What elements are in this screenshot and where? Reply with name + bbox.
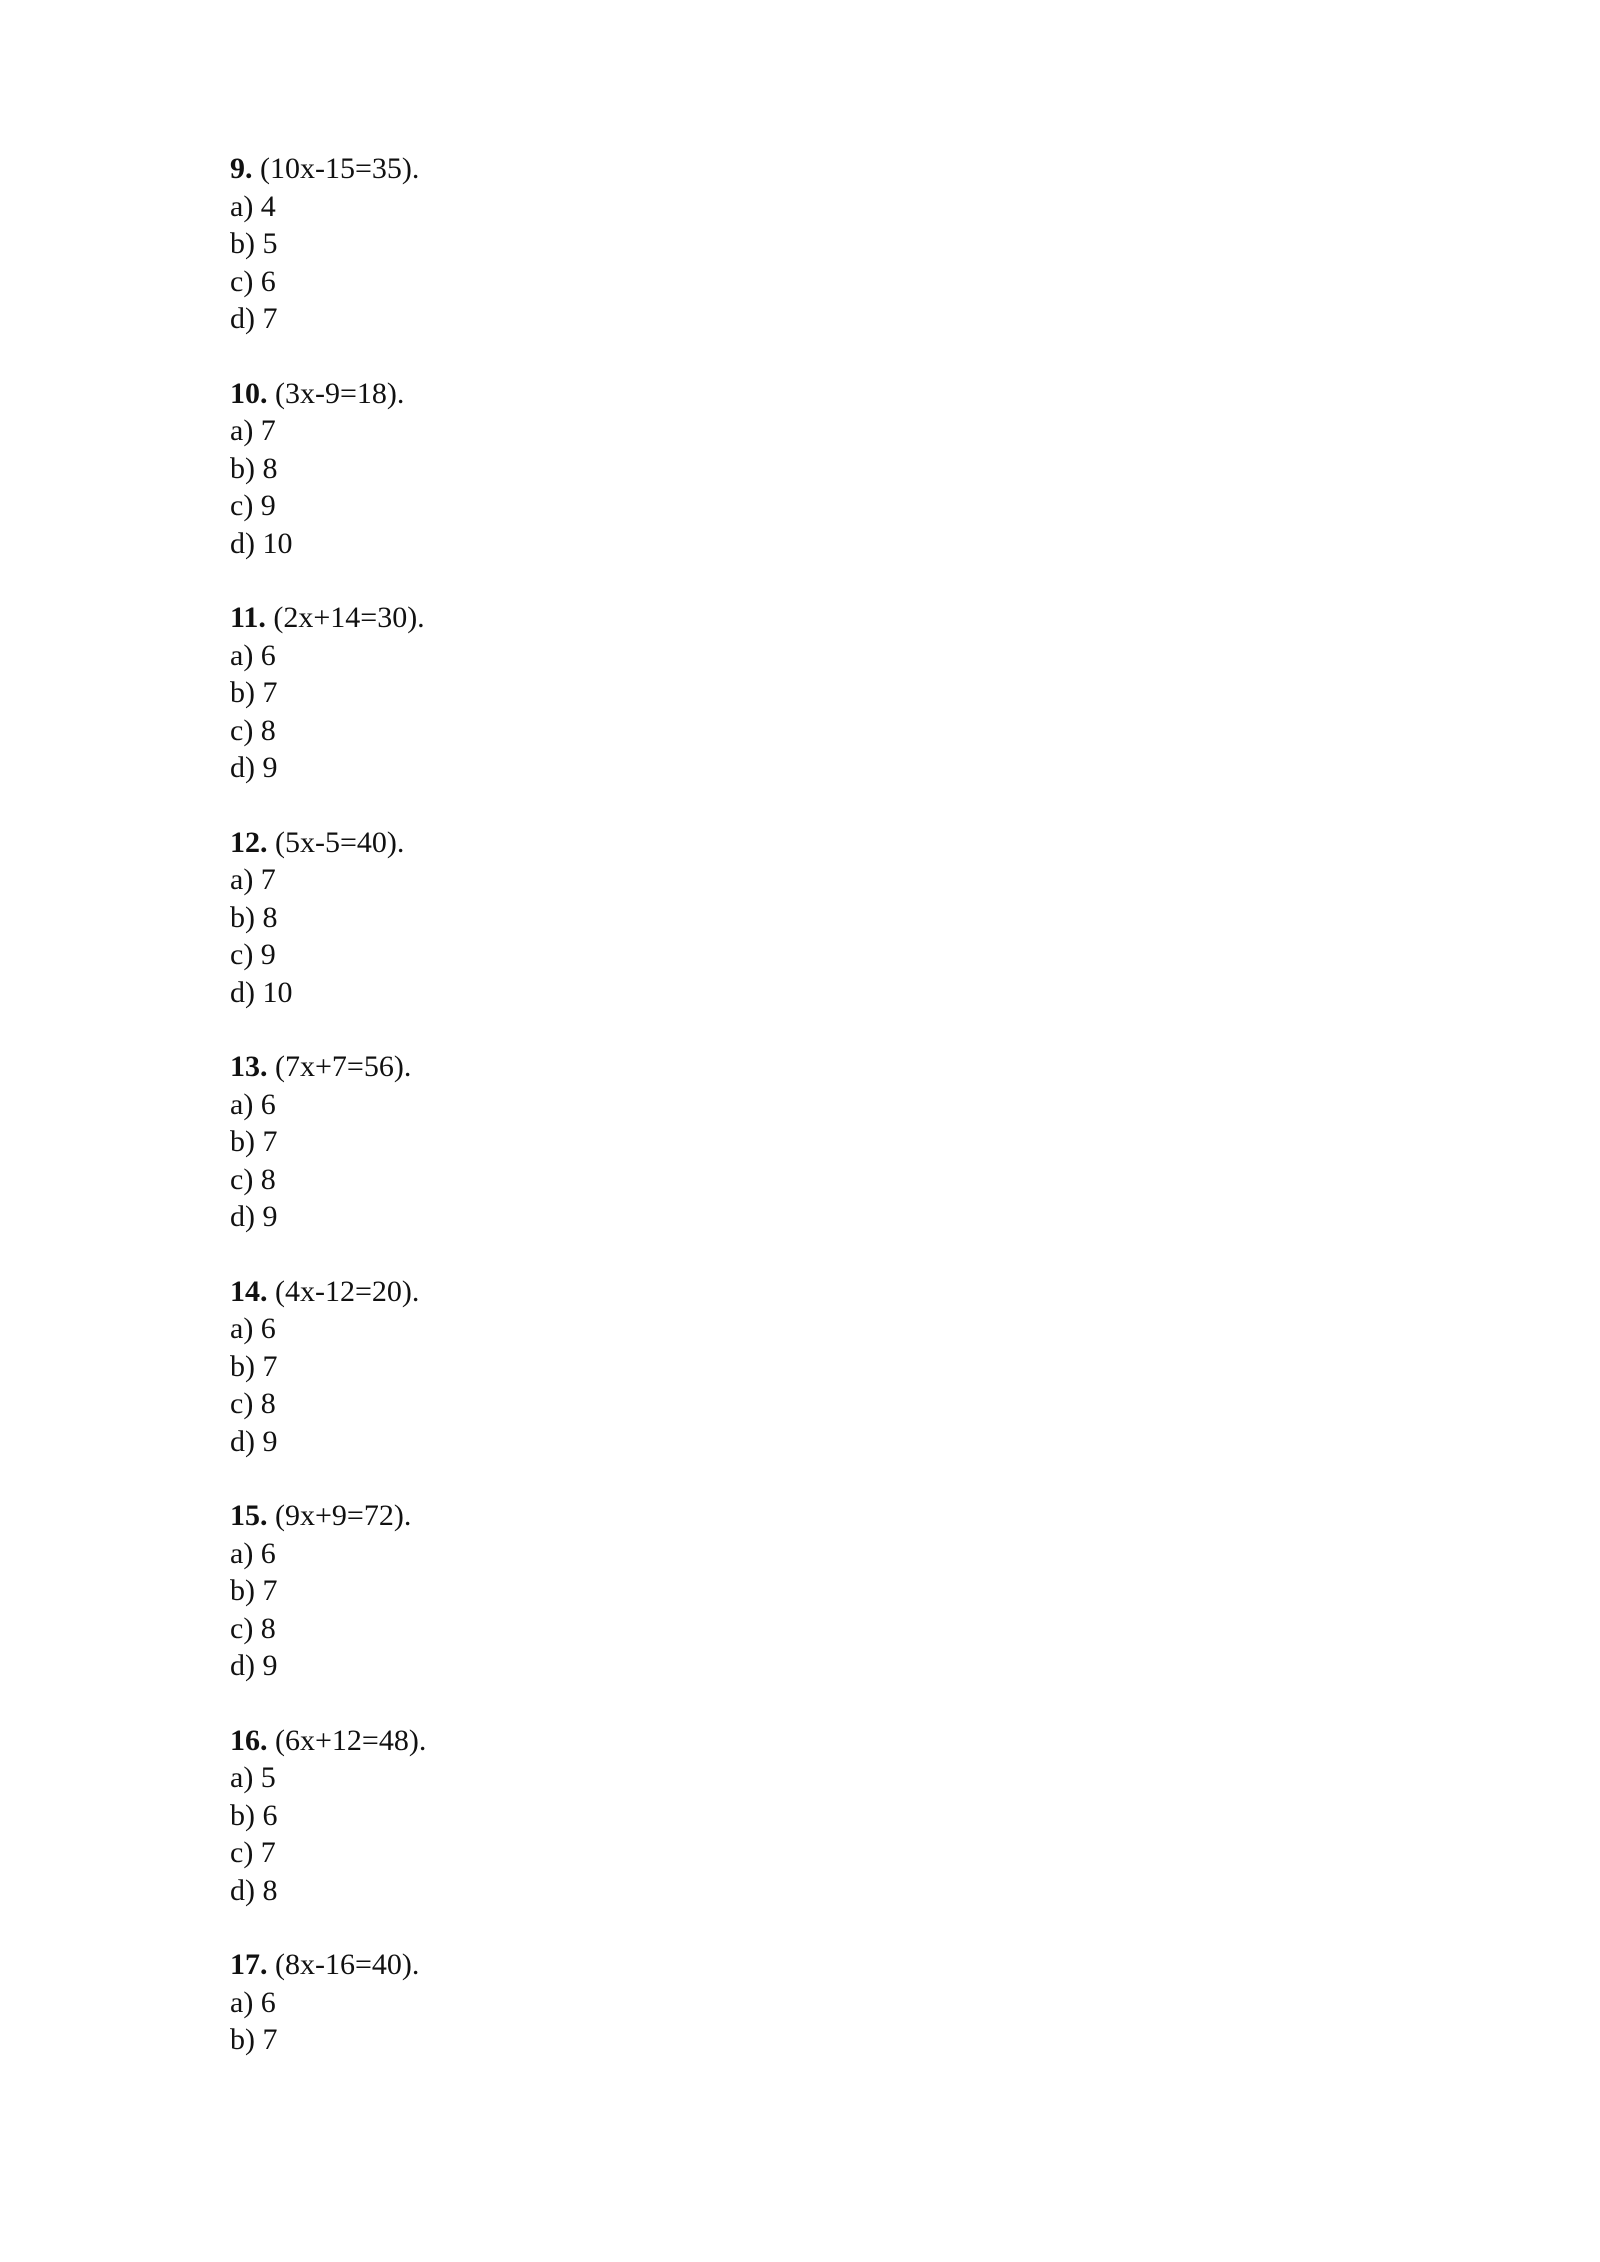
- answer-option-a: a) 6: [230, 1536, 276, 1570]
- answer-option-c: c) 8: [230, 1387, 276, 1420]
- question-14: [230, 1273, 1430, 1461]
- answer-option-d: d) 8: [230, 1873, 278, 1907]
- question-15: [230, 1497, 1430, 1685]
- question-stem: [230, 375, 1430, 413]
- question-number: 13.: [230, 1050, 268, 1083]
- answer-option-d: d) 9: [230, 1424, 278, 1458]
- question-number: 9.: [230, 152, 253, 185]
- answer-option-c: c) 8: [230, 713, 276, 747]
- question-number: 16.: [230, 1723, 268, 1757]
- question-equation: (4x-12=20).: [275, 1274, 420, 1308]
- question-stem: [230, 1946, 1430, 1984]
- question-stem: [230, 150, 1430, 188]
- question-equation: (6x+12=48).: [275, 1723, 427, 1757]
- answer-option-a: a) 7: [230, 414, 276, 447]
- question-equation: (10x-15=35).: [260, 152, 420, 185]
- answer-option-b: b) 8: [230, 451, 278, 485]
- answer-option-d: d) 7: [230, 302, 278, 335]
- question-number: 11.: [230, 601, 266, 634]
- answer-option-d: d) 10: [230, 526, 293, 560]
- answer-option-b: b) 7: [230, 1574, 278, 1607]
- document-page: [230, 150, 1430, 2096]
- answer-option-d: d) 9: [230, 1649, 278, 1682]
- answer-option-b: b) 6: [230, 1798, 278, 1832]
- answer-option-c: c) 8: [230, 1162, 276, 1196]
- answer-option-b: b) 7: [230, 676, 278, 709]
- question-equation: (5x-5=40).: [275, 825, 405, 859]
- answer-option-b: b) 8: [230, 900, 278, 934]
- answer-option-c: c) 9: [230, 938, 276, 971]
- answer-option-d: d) 9: [230, 751, 278, 784]
- answer-option-d: d) 9: [230, 1200, 278, 1233]
- answer-option-a: a) 4: [230, 189, 276, 223]
- question-stem: [230, 599, 1430, 637]
- answer-option-c: c) 8: [230, 1611, 276, 1645]
- question-9: [230, 150, 1430, 338]
- question-number: 17.: [230, 1948, 268, 1981]
- answer-option-c: c) 7: [230, 1836, 276, 1869]
- question-number: 14.: [230, 1274, 268, 1308]
- answer-option-c: c) 6: [230, 264, 276, 298]
- question-12: [230, 824, 1430, 1012]
- question-number: 15.: [230, 1499, 268, 1532]
- question-stem: [230, 1722, 1430, 1760]
- question-stem: [230, 1048, 1430, 1086]
- answer-option-a: a) 6: [230, 1312, 276, 1345]
- answer-option-b: b) 7: [230, 1125, 278, 1158]
- question-number: 10.: [230, 376, 268, 410]
- question-stem: [230, 1497, 1430, 1535]
- answer-option-a: a) 6: [230, 638, 276, 672]
- question-equation: (9x+9=72).: [275, 1499, 412, 1532]
- question-equation: (8x-16=40).: [275, 1948, 420, 1981]
- answer-option-d: d) 10: [230, 975, 293, 1009]
- answer-option-b: b) 7: [230, 2023, 278, 2056]
- question-stem: [230, 1273, 1430, 1311]
- question-16: [230, 1722, 1430, 1910]
- question-stem: [230, 824, 1430, 862]
- answer-option-b: b) 7: [230, 1349, 278, 1383]
- question-equation: (2x+14=30).: [273, 601, 425, 634]
- answer-option-b: b) 5: [230, 227, 278, 260]
- answer-option-a: a) 7: [230, 863, 276, 896]
- question-equation: (3x-9=18).: [275, 376, 405, 410]
- question-10: [230, 375, 1430, 563]
- question-equation: (7x+7=56).: [275, 1050, 412, 1083]
- question-number: 12.: [230, 825, 268, 859]
- question-17: [230, 1946, 1430, 2059]
- answer-option-a: a) 6: [230, 1985, 276, 2019]
- answer-option-a: a) 5: [230, 1761, 276, 1794]
- answer-option-c: c) 9: [230, 489, 276, 522]
- question-11: [230, 599, 1430, 787]
- question-13: [230, 1048, 1430, 1236]
- answer-option-a: a) 6: [230, 1087, 276, 1121]
